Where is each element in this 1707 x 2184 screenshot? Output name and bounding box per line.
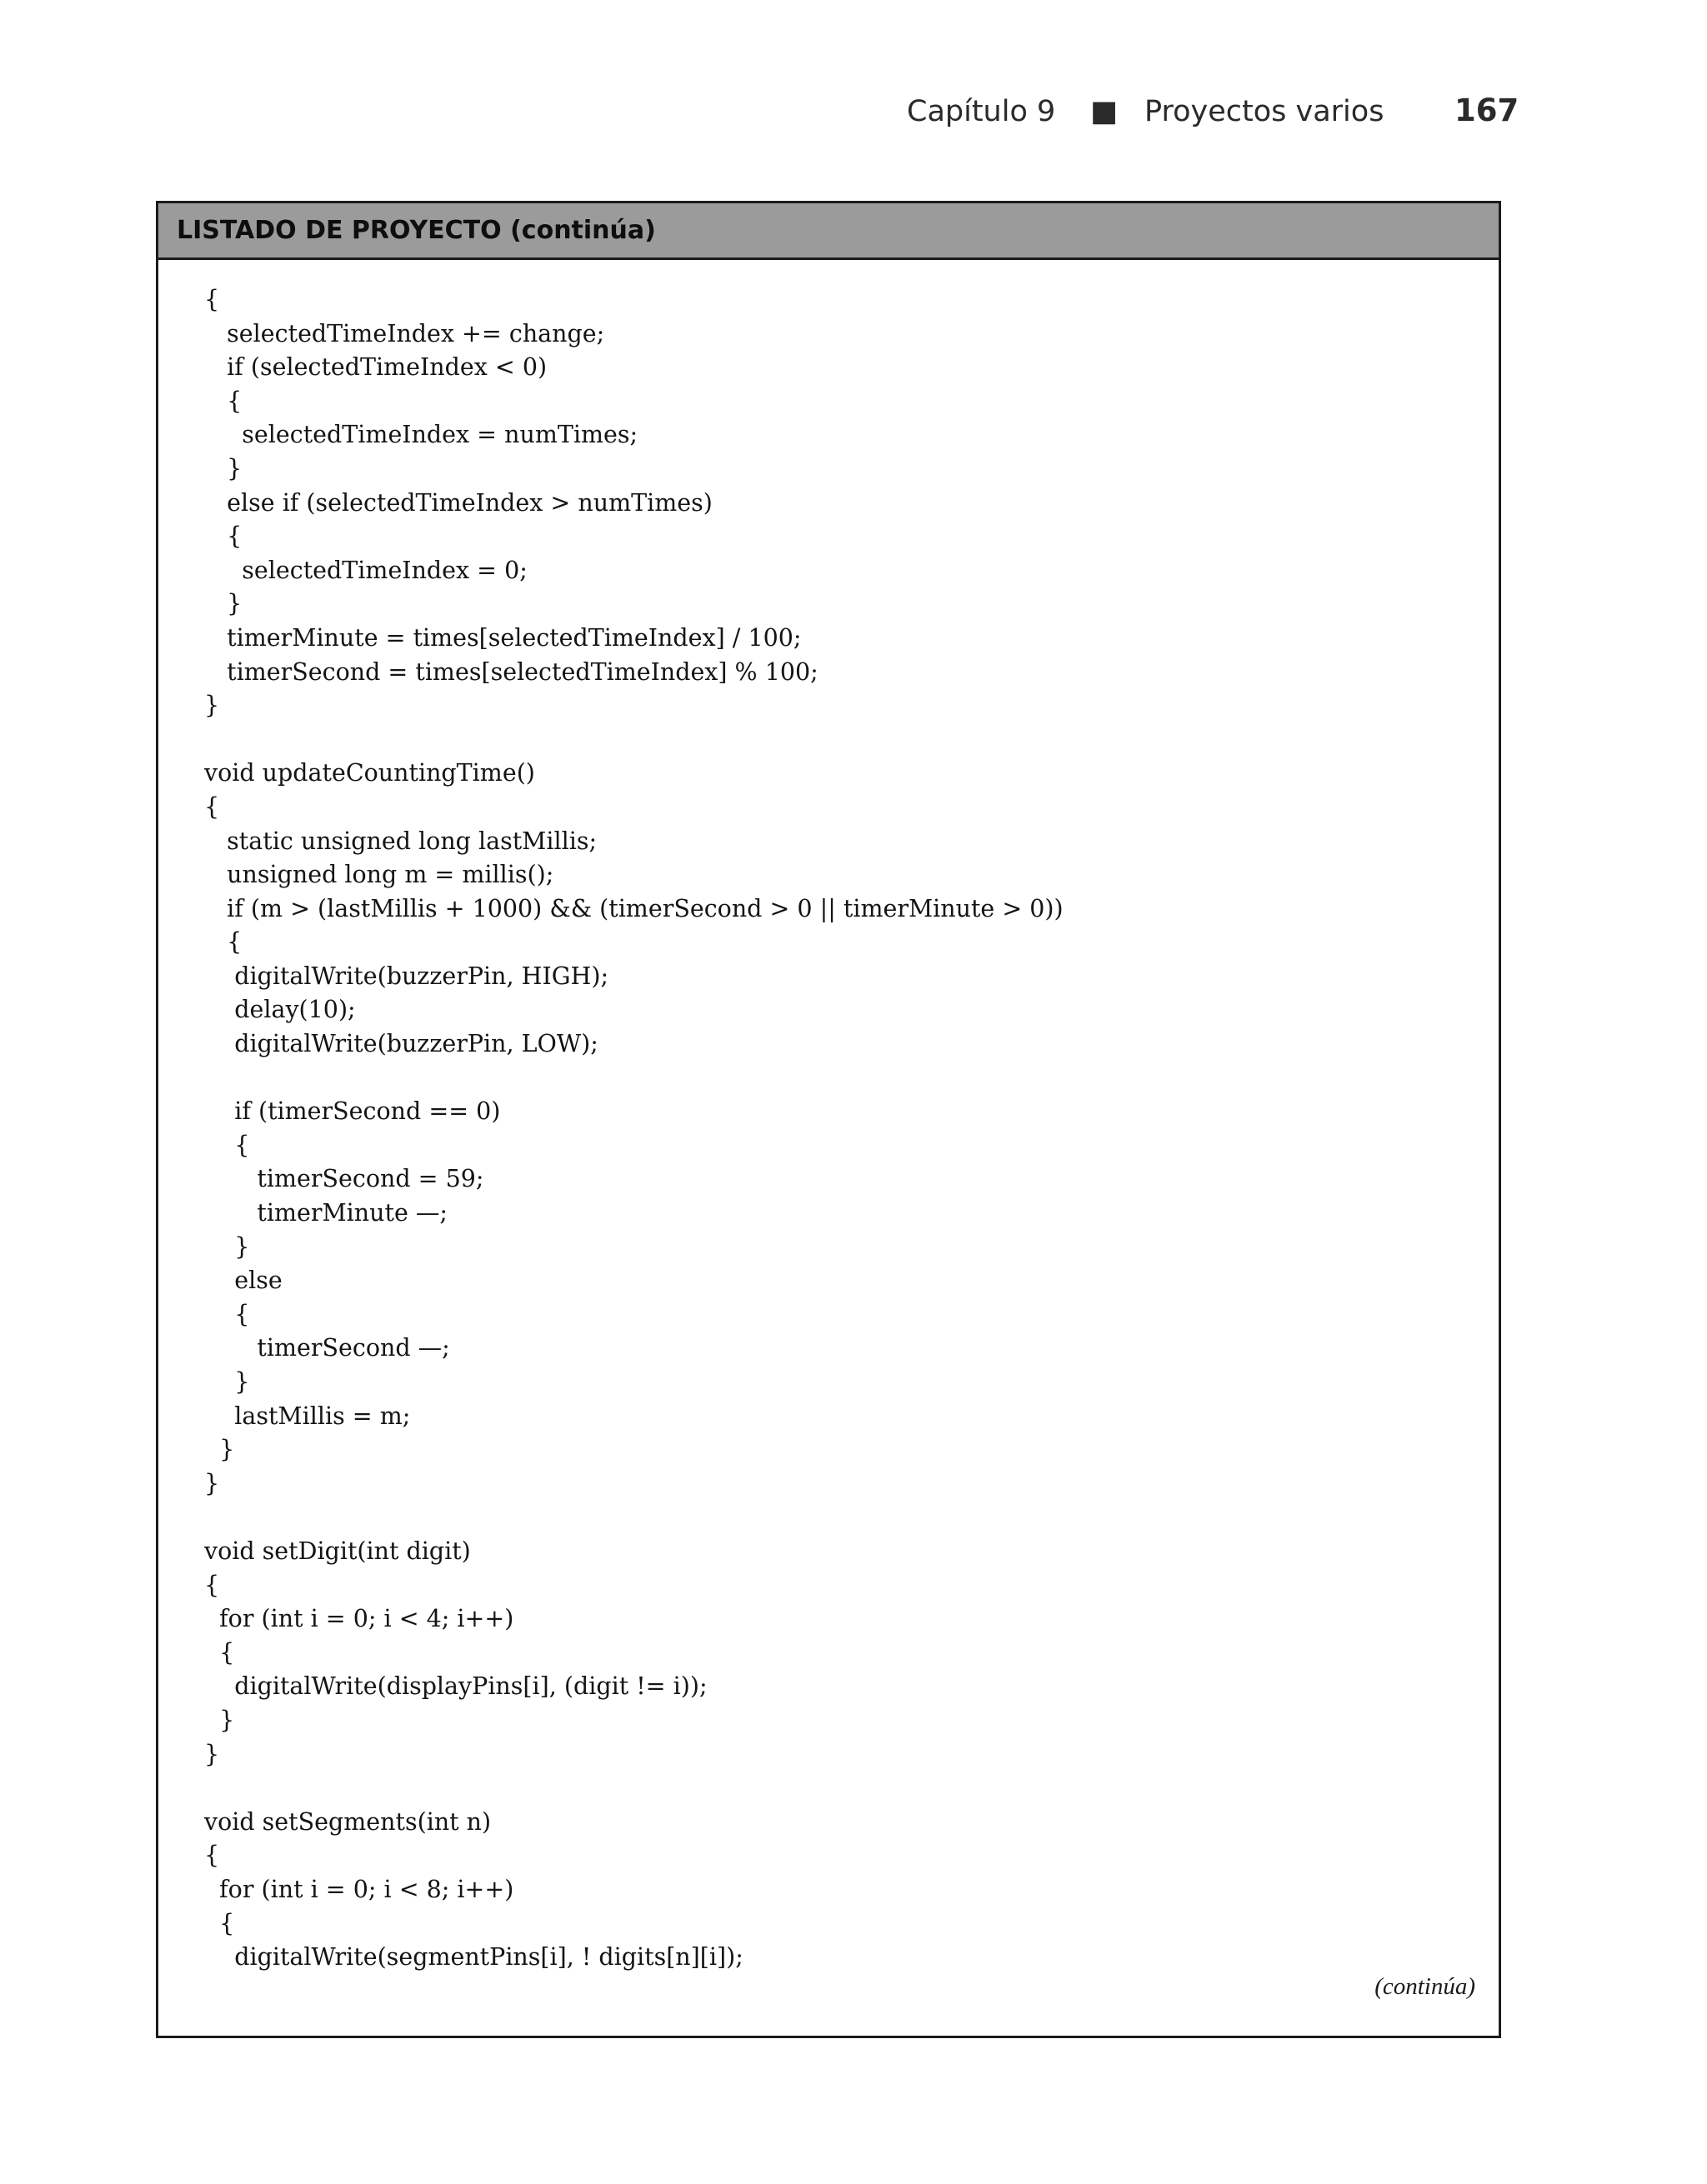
code-line: timerSecond = times[selectedTimeIndex] % 100; xyxy=(204,657,818,686)
code-line: { xyxy=(204,928,243,957)
code-block xyxy=(204,283,1064,1975)
page-number: 167 xyxy=(1454,92,1519,128)
code-line: else if (selectedTimeIndex > numTimes) xyxy=(204,488,713,517)
code-line: delay(10); xyxy=(204,996,356,1024)
code-line: } xyxy=(204,590,243,618)
code-line xyxy=(204,1062,1064,1096)
code-line: { xyxy=(204,286,220,313)
code-line xyxy=(204,1501,1064,1535)
code-line xyxy=(204,723,1064,757)
code-line: if (selectedTimeIndex < 0) xyxy=(204,353,548,382)
code-line: } xyxy=(204,1232,250,1261)
code-line: { xyxy=(204,1909,235,1937)
chapter-title: Proyectos varios xyxy=(1144,95,1384,128)
code-line: digitalWrite(buzzerPin, LOW); xyxy=(204,1030,598,1058)
listing-header xyxy=(158,203,1499,260)
listing-header-label: LISTADO DE PROYECTO (continúa) xyxy=(177,216,656,245)
code-line: selectedTimeIndex = numTimes; xyxy=(204,421,638,449)
code-line: void updateCountingTime() xyxy=(204,759,535,787)
running-head xyxy=(0,90,1519,132)
code-line: else xyxy=(204,1267,283,1295)
code-line: } xyxy=(204,1436,235,1464)
code-line: for (int i = 0; i < 4; i++) xyxy=(204,1605,514,1633)
code-line: { xyxy=(204,1571,220,1599)
code-line: timerMinute —; xyxy=(204,1199,448,1227)
code-line xyxy=(204,1772,1064,1806)
code-line: lastMillis = m; xyxy=(204,1402,411,1430)
code-line: static unsigned long lastMillis; xyxy=(204,827,598,855)
code-line: { xyxy=(204,1842,220,1870)
chapter-label: Capítulo 9 xyxy=(907,95,1056,128)
code-line: { xyxy=(204,522,243,551)
code-line: { xyxy=(204,1131,250,1159)
code-line: } xyxy=(204,1740,220,1768)
code-line: digitalWrite(displayPins[i], (digit != i)); xyxy=(204,1672,708,1701)
separator-bullet-icon: ■ xyxy=(1090,95,1119,128)
code-line: unsigned long m = millis(); xyxy=(204,861,554,889)
project-listing-box xyxy=(156,201,1501,2038)
code-line: selectedTimeIndex += change; xyxy=(204,319,605,347)
code-line: for (int i = 0; i < 8; i++) xyxy=(204,1875,514,1903)
continued-note: (continúa) xyxy=(1374,1973,1475,2000)
code-line: } xyxy=(204,1368,250,1396)
code-line: if (m > (lastMillis + 1000) && (timerSecond > 0 || timerMinute > 0)) xyxy=(204,894,1064,922)
code-line: digitalWrite(buzzerPin, HIGH); xyxy=(204,962,609,990)
code-line: } xyxy=(204,454,243,482)
code-line: selectedTimeIndex = 0; xyxy=(204,556,528,584)
code-line: { xyxy=(204,387,243,415)
code-line: void setDigit(int digit) xyxy=(204,1537,471,1565)
code-line: } xyxy=(204,692,220,720)
code-line: } xyxy=(204,1706,235,1734)
code-line: { xyxy=(204,1638,235,1667)
code-line: { xyxy=(204,792,220,821)
code-line: } xyxy=(204,1469,220,1497)
code-line: { xyxy=(204,1300,250,1328)
code-line: timerMinute = times[selectedTimeIndex] / 100; xyxy=(204,623,802,652)
code-line: digitalWrite(segmentPins[i], ! digits[n][i]); xyxy=(204,1943,743,1972)
code-line: timerSecond —; xyxy=(204,1334,450,1362)
code-line: timerSecond = 59; xyxy=(204,1165,484,1193)
code-line: if (timerSecond == 0) xyxy=(204,1097,501,1126)
code-line: void setSegments(int n) xyxy=(204,1807,492,1836)
